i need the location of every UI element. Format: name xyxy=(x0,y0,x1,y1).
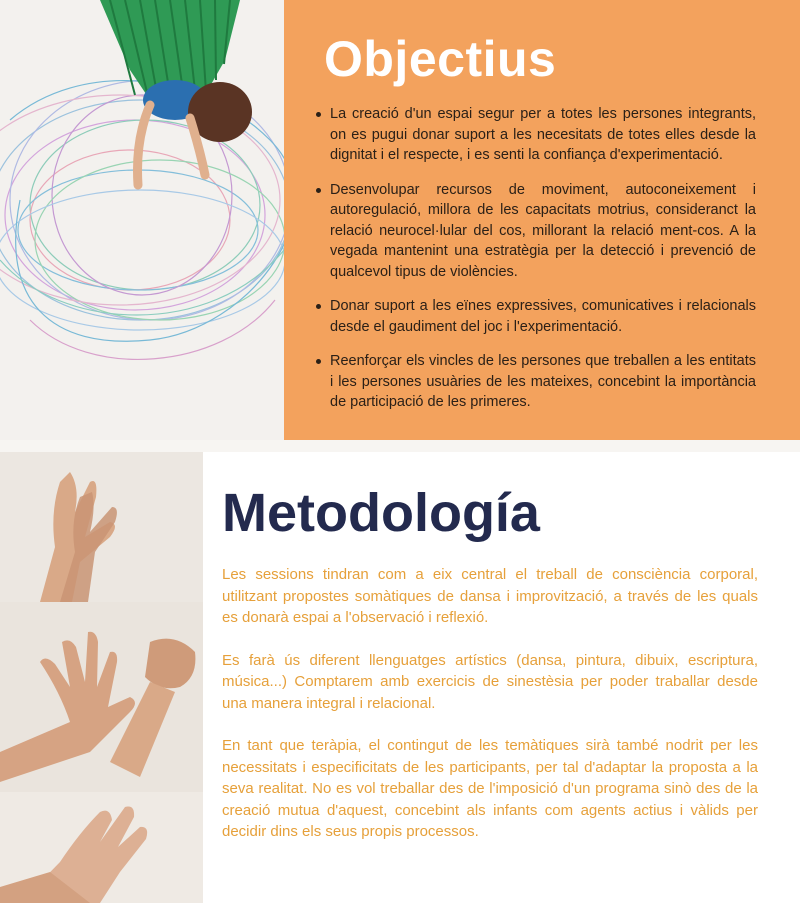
hands-illustration xyxy=(0,452,203,602)
objectius-title: Objectius xyxy=(324,31,557,87)
list-item: Desenvolupar recursos de moviment, autoconeixement i autoregulació, millora de les capacitats motrius, consideranct la relació neurocel·lular del cos, millorant la relació ment-cos. A la vegada mantenint una estratègia per la detecció i prevenció de qualcevol tipus de violències. xyxy=(330,180,756,283)
list-item: La creació d'un espai segur per a totes les persones integrants, on es pugui donar suport a les necesitats de totes elles desde la dignitat i el respecte, i es senti la confiança d'experimentació. xyxy=(330,104,756,166)
hands-illustration xyxy=(0,602,203,792)
metodologia-paragraph: En tant que teràpia, el contingut de les temàtiques sirà també nodrit per les necessitats i especificitats de les participants, per tal d'adaptar la proposta a la seva realitat. No es vol treballar des de l'imposició d'un programa sinò des de la creació mutua d'aquest, concebint als infants com agents actius i vàlids per decidir dins els seus propis processos. xyxy=(222,737,758,840)
metodologia-title: Metodología xyxy=(222,483,540,543)
list-item: Reenforçar els vincles de les persones que treballen a les entitats i les persones usuàries de les mateixes, concebint la importància de participació de les primeres. xyxy=(330,351,756,413)
section-divider xyxy=(0,440,800,452)
child-drawing-photo xyxy=(0,0,284,440)
hands-gesture-photo xyxy=(0,602,203,792)
hands-gesture-photo xyxy=(0,792,203,903)
objectius-list xyxy=(330,104,756,427)
list-item: Donar suport a les eïnes expressives, comunicatives i relacionals desde el gaudiment del joc i l'experimentació. xyxy=(330,296,756,337)
metodologia-section xyxy=(0,452,800,903)
metodologia-paragraph: Les sessions tindran com a eix central el treball de consciència corporal, utilitzant propostes somàtiques de dansa i improvització, a través de les quals es donarà espai a l'observació i reflexió. xyxy=(222,566,758,626)
hands-gesture-photo xyxy=(0,452,203,602)
hands-photo-column xyxy=(0,452,203,903)
metodologia-body xyxy=(222,564,758,864)
hands-illustration xyxy=(0,792,203,903)
objectius-section xyxy=(0,0,800,440)
scribble-drawing-illustration xyxy=(0,0,284,440)
objectius-panel xyxy=(284,0,800,440)
metodologia-paragraph: Es farà ús diferent llenguatges artístics (dansa, pintura, dibuix, escriptura, música...) Comptarem amb exercicis de sinestèsia per poder traballar desde una manera integral i relacional. xyxy=(222,651,758,712)
